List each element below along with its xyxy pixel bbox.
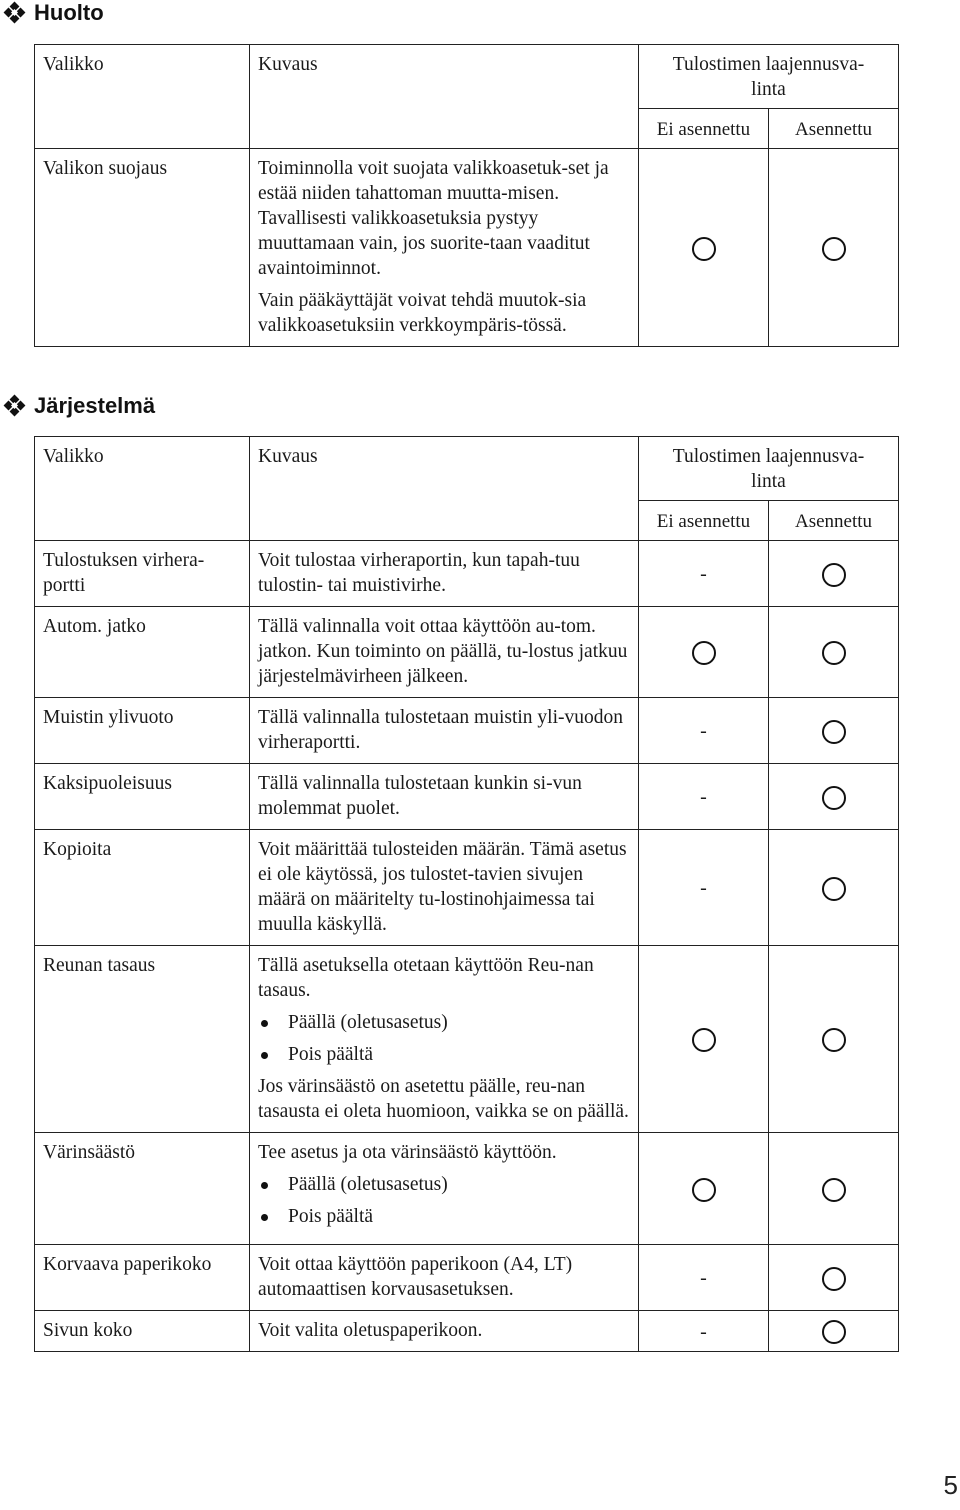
menu-cell: Reunan tasaus	[35, 946, 250, 1133]
description-paragraph: Tällä asetuksella otetaan käyttöön Reu-nan tasaus.	[258, 955, 594, 1001]
option-list-item: Päällä (oletusasetus)	[258, 1010, 630, 1035]
menu-cell: Tulostuksen virhera-portti	[35, 541, 250, 607]
diamond-bullet-icon	[4, 395, 26, 417]
description-cell	[250, 698, 639, 764]
not-available-dash: -	[700, 720, 707, 742]
menu-cell: Valikon suojaus	[35, 149, 250, 347]
not-installed-cell	[639, 1245, 769, 1311]
supported-circle-icon	[822, 641, 846, 665]
header-description: Kuvaus	[250, 45, 639, 149]
description-paragraph: Voit valita oletuspaperikoon.	[258, 1320, 483, 1341]
table-row	[35, 1133, 899, 1245]
header-menu: Valikko	[35, 437, 250, 541]
table-row	[35, 1245, 899, 1311]
option-list-item: Pois päältä	[258, 1042, 630, 1067]
supported-circle-icon	[692, 1028, 716, 1052]
description-cell	[250, 830, 639, 946]
installed-cell	[769, 541, 899, 607]
huolto-table	[34, 44, 899, 347]
description-cell	[250, 541, 639, 607]
menu-cell: Kopioita	[35, 830, 250, 946]
not-available-dash: -	[700, 877, 707, 899]
description-note: Jos värinsäästö on asetettu päälle, reu-nan tasausta ei oleta huomioon, vaikka se on päällä.	[258, 1076, 629, 1122]
description-cell	[250, 1311, 639, 1352]
description-paragraph: Voit tulostaa virheraportin, kun tapah-tuu tulostin- tai muistivirhe.	[258, 550, 580, 596]
table-row	[35, 607, 899, 698]
supported-circle-icon	[822, 1178, 846, 1202]
description-paragraph: Tällä valinnalla tulostetaan kunkin si-vun molemmat puolet.	[258, 773, 582, 819]
menu-cell: Värinsäästö	[35, 1133, 250, 1245]
installed-cell	[769, 149, 899, 347]
supported-circle-icon	[692, 1178, 716, 1202]
diamond-bullet-icon	[4, 2, 26, 24]
header-not-installed: Ei asennettu	[639, 501, 769, 541]
not-installed-cell	[639, 1133, 769, 1245]
supported-circle-icon	[822, 786, 846, 810]
option-list	[258, 1172, 630, 1229]
option-list-item: Pois päältä	[258, 1204, 630, 1229]
description-paragraph: Voit ottaa käyttöön paperikoon (A4, LT) automaattisen korvausasetuksen.	[258, 1254, 573, 1300]
section-title-huolto	[4, 0, 104, 26]
section-title-text: Huolto	[34, 0, 104, 25]
header-row	[35, 437, 899, 501]
installed-cell	[769, 698, 899, 764]
description-cell	[250, 946, 639, 1133]
description-cell	[250, 1133, 639, 1245]
description-paragraph: Tee asetus ja ota värinsäästö käyttöön.	[258, 1142, 557, 1163]
option-list	[258, 1010, 630, 1067]
supported-circle-icon	[822, 1320, 846, 1344]
header-description: Kuvaus	[250, 437, 639, 541]
table-row	[35, 946, 899, 1133]
table-row	[35, 830, 899, 946]
header-installed: Asennettu	[769, 501, 899, 541]
menu-cell: Korvaava paperikoko	[35, 1245, 250, 1311]
installed-cell	[769, 1245, 899, 1311]
not-installed-cell	[639, 946, 769, 1133]
supported-circle-icon	[822, 1028, 846, 1052]
table-row	[35, 698, 899, 764]
description-cell	[250, 1245, 639, 1311]
jarjestelma-table	[34, 436, 899, 1352]
installed-cell	[769, 946, 899, 1133]
not-available-dash: -	[700, 786, 707, 808]
description-paragraph: Tällä valinnalla voit ottaa käyttöön au-tom. jatkon. Kun toiminto on päällä, tu-lostus jatkuu järjestelmävirheen jälkeen.	[258, 616, 628, 687]
supported-circle-icon	[822, 563, 846, 587]
supported-circle-icon	[822, 877, 846, 901]
description-paragraph: Vain pääkäyttäjät voivat tehdä muutok-sia valikkoasetuksiin verkkoympäris-tössä.	[258, 290, 587, 336]
installed-cell	[769, 830, 899, 946]
table-row	[35, 541, 899, 607]
not-installed-cell	[639, 1311, 769, 1352]
header-printer-option	[639, 437, 899, 501]
not-installed-cell	[639, 830, 769, 946]
supported-circle-icon	[822, 1267, 846, 1291]
header-printer-option	[639, 45, 899, 109]
description-paragraph: Tällä valinnalla tulostetaan muistin yli-vuodon virheraportti.	[258, 707, 624, 753]
not-available-dash: -	[700, 1320, 707, 1343]
installed-cell	[769, 1133, 899, 1245]
installed-cell	[769, 764, 899, 830]
description-paragraph: Toiminnolla voit suojata valikkoasetuk-set ja estää niiden tahattoman muutta-misen. Tavallisesti valikkoasetuksia pystyy muuttamaan vain, jos suorite-taan vaaditut avaintoiminnot.	[258, 158, 609, 279]
supported-circle-icon	[822, 237, 846, 261]
supported-circle-icon	[822, 720, 846, 744]
header-printer-option-text: Tulostimen laajennusva- linta	[672, 446, 865, 492]
menu-cell: Kaksipuoleisuus	[35, 764, 250, 830]
section-title-jarjestelma	[4, 393, 155, 419]
table-row	[35, 764, 899, 830]
menu-cell: Sivun koko	[35, 1311, 250, 1352]
description-paragraph: Voit määrittää tulosteiden määrän. Tämä asetus ei ole käytössä, jos tulostet-tavien sivujen määrä on määritelty tu-lostinohjaimessa tai muulla käskyllä.	[258, 839, 627, 935]
installed-cell	[769, 607, 899, 698]
not-available-dash: -	[700, 563, 707, 585]
not-installed-cell	[639, 541, 769, 607]
description-cell	[250, 607, 639, 698]
menu-cell: Muistin ylivuoto	[35, 698, 250, 764]
section-title-text: Järjestelmä	[34, 393, 156, 418]
header-row	[35, 45, 899, 109]
header-installed: Asennettu	[769, 109, 899, 149]
description-cell	[250, 764, 639, 830]
not-installed-cell	[639, 149, 769, 347]
header-not-installed: Ei asennettu	[639, 109, 769, 149]
not-available-dash: -	[700, 1267, 707, 1289]
description-cell	[250, 149, 639, 347]
not-installed-cell	[639, 607, 769, 698]
header-printer-option-text: Tulostimen laajennusva- linta	[672, 54, 865, 100]
not-installed-cell	[639, 764, 769, 830]
header-menu: Valikko	[35, 45, 250, 149]
supported-circle-icon	[692, 237, 716, 261]
installed-cell	[769, 1311, 899, 1352]
table-row	[35, 1311, 899, 1352]
page-number: 5	[943, 1470, 958, 1500]
not-installed-cell	[639, 698, 769, 764]
option-list-item: Päällä (oletusasetus)	[258, 1172, 630, 1197]
table-row	[35, 149, 899, 347]
menu-cell: Autom. jatko	[35, 607, 250, 698]
supported-circle-icon	[692, 641, 716, 665]
